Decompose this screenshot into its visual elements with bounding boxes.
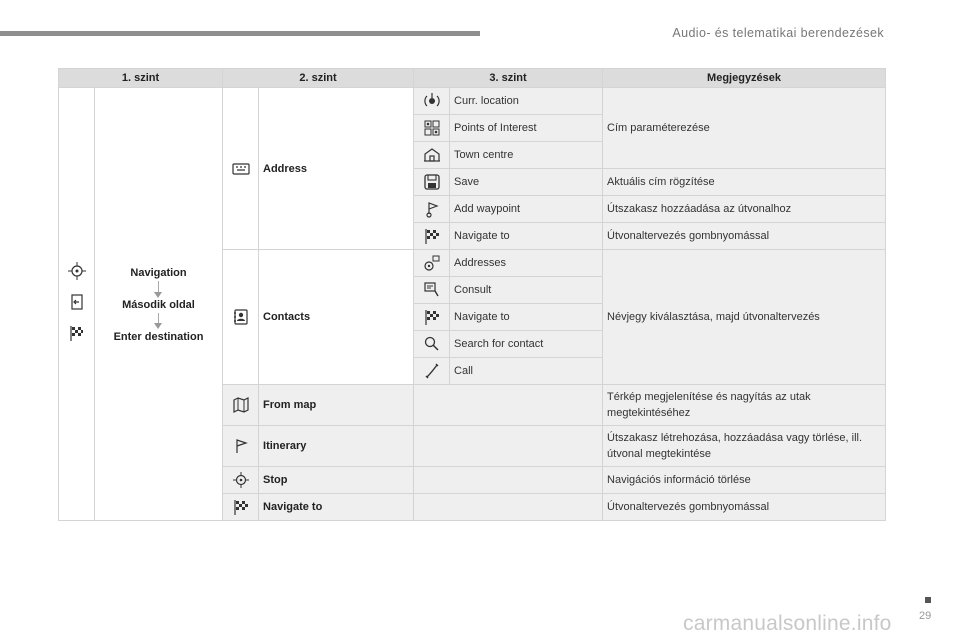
empty-cell xyxy=(414,494,603,521)
consult-icon xyxy=(414,277,450,304)
current-location-icon xyxy=(414,88,450,115)
page-return-icon xyxy=(67,292,87,312)
empty-cell xyxy=(414,385,603,426)
level3-item: Save xyxy=(450,169,603,196)
header-level2: 2. szint xyxy=(223,69,414,88)
level3-item: Call xyxy=(450,358,603,385)
note-cell: Térkép megjelenítése és nagyítás az utak megtekintéséhez xyxy=(603,385,886,426)
level1-enter-destination-label: Enter destination xyxy=(113,331,204,343)
flow-arrow xyxy=(154,323,162,329)
checkered-flag-icon xyxy=(67,323,87,343)
header-level1: 1. szint xyxy=(59,69,223,88)
level3-item: Town centre xyxy=(450,142,603,169)
page-number: 29 xyxy=(919,610,932,622)
watermark: carmanualsonline.info xyxy=(683,612,892,635)
level3-item: Navigate to xyxy=(450,223,603,250)
level3-item: Consult xyxy=(450,277,603,304)
poi-icon xyxy=(414,115,450,142)
level1-icon-cell xyxy=(59,88,95,521)
level2-itinerary: Itinerary xyxy=(259,426,414,467)
note-cell: Cím paraméterezése xyxy=(603,88,886,169)
contact-address-icon xyxy=(414,250,450,277)
target-crosshair-icon xyxy=(67,261,87,281)
header-level3: 3. szint xyxy=(414,69,603,88)
search-contact-icon xyxy=(414,331,450,358)
level3-item: Search for contact xyxy=(450,331,603,358)
empty-cell xyxy=(414,467,603,494)
level3-item: Curr. location xyxy=(450,88,603,115)
level3-item: Navigate to xyxy=(450,304,603,331)
level3-item: Add waypoint xyxy=(450,196,603,223)
note-cell: Navigációs információ törlése xyxy=(603,467,886,494)
level2-from-map: From map xyxy=(259,385,414,426)
note-cell: Útvonaltervezés gombnyomással xyxy=(603,223,886,250)
flow-arrow xyxy=(154,292,162,298)
keyboard-icon xyxy=(223,88,259,250)
phone-icon xyxy=(414,358,450,385)
level2-stop: Stop xyxy=(259,467,414,494)
menu-table xyxy=(58,68,886,521)
level3-item: Points of Interest xyxy=(450,115,603,142)
town-centre-icon xyxy=(414,142,450,169)
level3-item: Addresses xyxy=(450,250,603,277)
note-cell: Névjegy kiválasztása, majd útvonaltervezés xyxy=(603,250,886,385)
level2-contacts: Contacts xyxy=(259,250,414,385)
level2-address: Address xyxy=(259,88,414,250)
note-cell: Útszakasz létrehozása, hozzáadása vagy törlése, ill. útvonal megtekintése xyxy=(603,426,886,467)
empty-cell xyxy=(414,426,603,467)
header-bar xyxy=(0,31,480,36)
level1-label-cell xyxy=(95,88,223,521)
checkered-flag-icon xyxy=(414,304,450,331)
checkered-flag-icon xyxy=(223,494,259,521)
level2-navigate-to: Navigate to xyxy=(259,494,414,521)
note-cell: Útszakasz hozzáadása az útvonalhoz xyxy=(603,196,886,223)
target-crosshair-icon xyxy=(223,467,259,494)
flow-connector xyxy=(158,281,159,292)
waypoint-icon xyxy=(414,196,450,223)
page-header-title: Audio- és telematikai berendezések xyxy=(672,26,884,40)
level1-navigation-label: Navigation xyxy=(130,267,187,279)
itinerary-flag-icon xyxy=(223,426,259,467)
note-cell: Útvonaltervezés gombnyomással xyxy=(603,494,886,521)
map-icon xyxy=(223,385,259,426)
save-icon xyxy=(414,169,450,196)
flow-connector xyxy=(158,313,159,323)
footer-marker xyxy=(925,597,931,603)
contacts-icon xyxy=(223,250,259,385)
table-header-row xyxy=(59,69,886,88)
checkered-flag-icon xyxy=(414,223,450,250)
table-row xyxy=(59,88,886,115)
note-cell: Aktuális cím rögzítése xyxy=(603,169,886,196)
level1-second-page-label: Második oldal xyxy=(122,299,195,311)
header-notes: Megjegyzések xyxy=(603,69,886,88)
